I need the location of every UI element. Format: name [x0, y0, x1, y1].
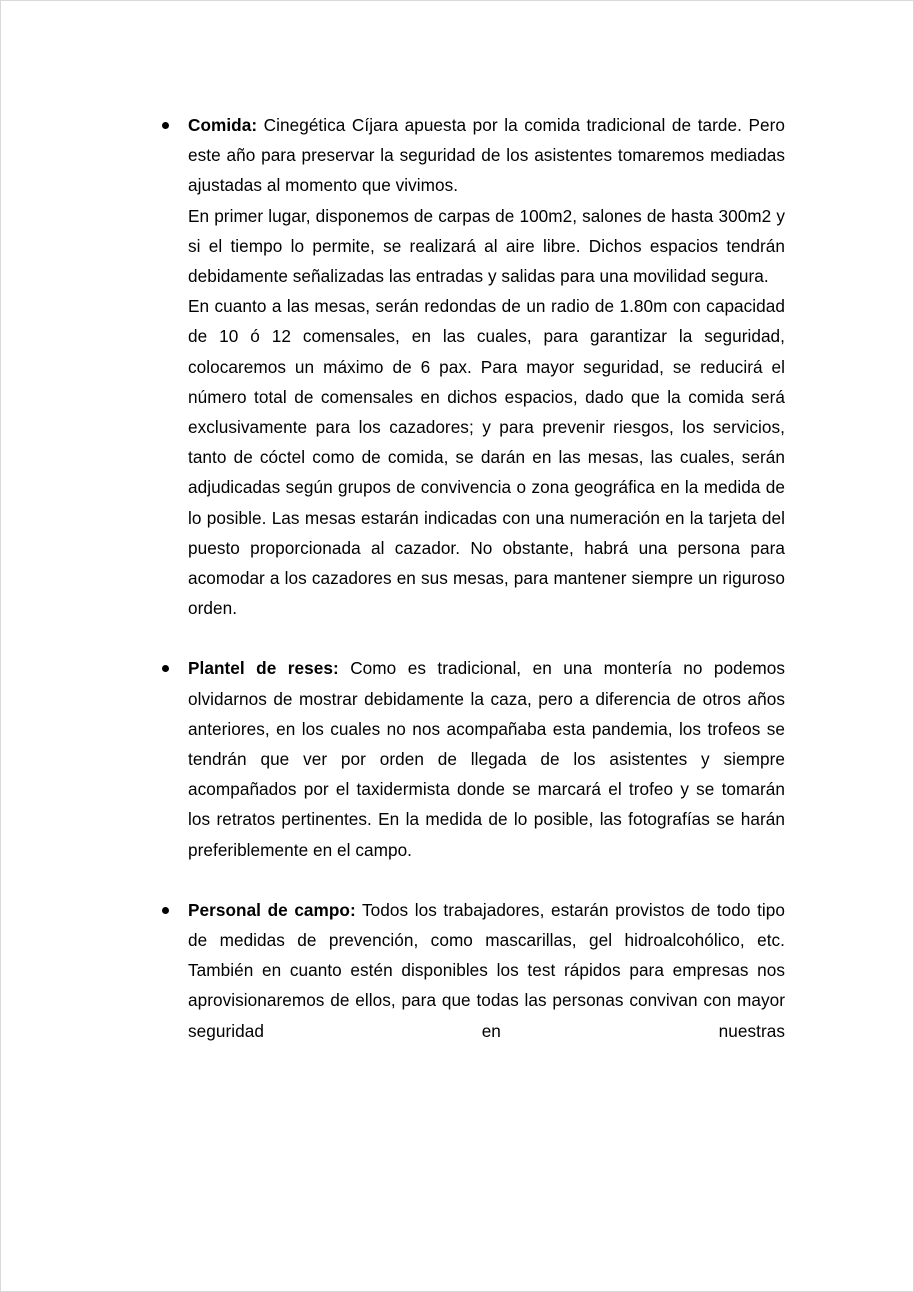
- term-plantel-de-reses: Plantel de reses:: [188, 658, 339, 679]
- list-item-personal-de-campo: [188, 895, 785, 1046]
- term-comida: Comida:: [188, 115, 258, 135]
- comida-paragraph-1: [188, 110, 785, 201]
- personal-paragraph: [188, 895, 785, 1046]
- list-item-comida: [188, 110, 785, 623]
- comida-text-1: Cinegética Cíjara apuesta por la comida tradicional de tarde. Pero este año para preservar la seguridad de los asistentes tomaremos mediadas ajustadas al momento que vivimos.: [188, 115, 785, 196]
- plantel-paragraph: [188, 653, 785, 864]
- bullet-icon: [162, 665, 169, 672]
- bullet-icon: [162, 907, 169, 914]
- list-item-plantel-de-reses: [188, 653, 785, 864]
- comida-paragraph-3: En cuanto a las mesas, serán redondas de un radio de 1.80m con capacidad de 10 ó 12 comensales, en las cuales, para garantizar la seguridad, colocaremos un máximo de 6 pax. Para mayor seguridad, se reducirá el número total de comensales en dichos espacios, dado que la comida será exclusivamente para los cazadores; y para prevenir riesgos, los servicios, tanto de cóctel como de comida, se darán en las mesas, las cuales, serán adjudicadas según grupos de convivencia o zona geográfica en la medida de lo posible. Las mesas estarán indicadas con una numeración en la tarjeta del puesto proporcionada al cazador. No obstante, habrá una persona para acomodar a los cazadores en sus mesas, para mantener siempre un riguroso orden.: [188, 296, 785, 619]
- personal-text: Todos los trabajadores, estarán provistos de todo tipo de medidas de prevención, como mascarillas, gel hidroalcohólico, etc. También en cuanto estén disponibles los test rápidos para empresas nos aprovisionaremos de ellos, para que todas las personas convivan con mayor seguridad en nuestras: [188, 899, 785, 1041]
- bullet-icon: [162, 122, 169, 129]
- comida-paragraph-2: En primer lugar, disponemos de carpas de 100m2, salones de hasta 300m2 y si el tiempo lo permite, se realizará al aire libre. Dichos espacios tendrán debidamente señalizadas las entradas y salidas para una movilidad segura.: [188, 205, 785, 287]
- plantel-text: Como es tradicional, en una montería no podemos olvidarnos de mostrar debidamente la caza, pero a diferencia de otros años anteriores, en los cuales no nos acompañaba esta pandemia, los trofeos se tendrán que ver por orden de llegada de los asistentes y siempre acompañados por el taxidermista donde se marcará el trofeo y se tomarán los retratos pertinentes. En la medida de lo posible, las fotografías se harán preferiblemente en el campo.: [188, 658, 785, 860]
- document-body: [188, 110, 785, 1046]
- term-personal-de-campo: Personal de campo:: [188, 899, 356, 920]
